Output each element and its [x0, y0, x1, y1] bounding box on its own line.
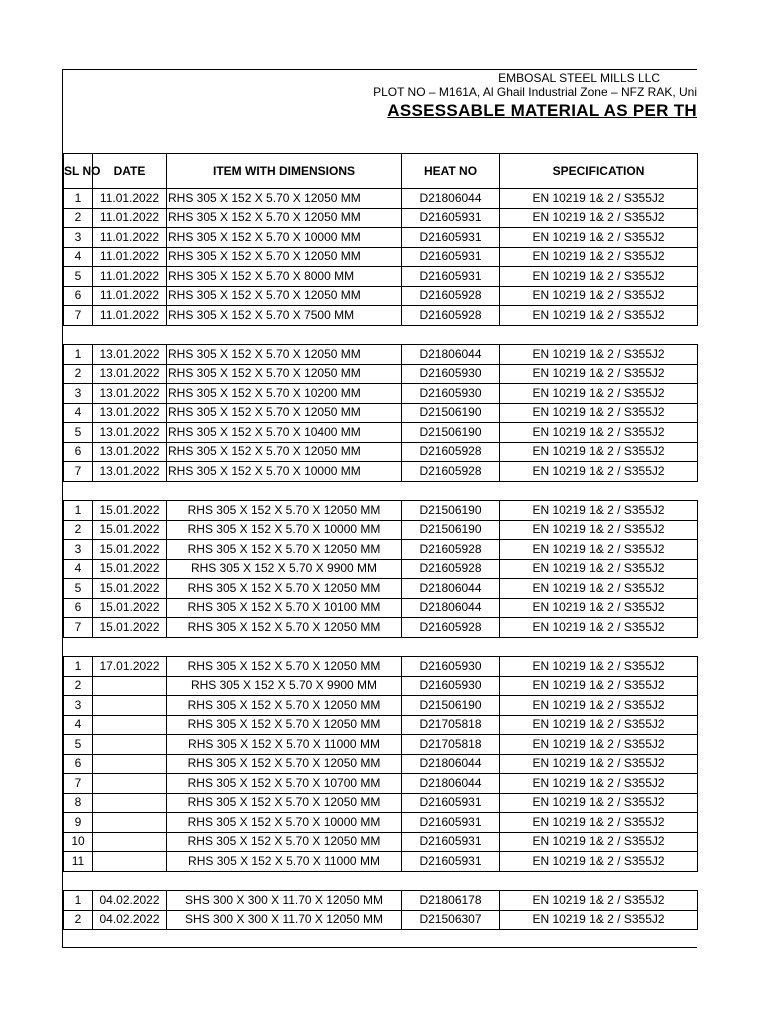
table-body: [64, 189, 698, 930]
date-cell: [93, 774, 167, 794]
specification-cell: EN 10219 1& 2 / S355J2: [500, 735, 698, 755]
specification-cell: EN 10219 1& 2 / S355J2: [500, 579, 698, 599]
table-row: [64, 696, 698, 716]
specification-cell: EN 10219 1& 2 / S355J2: [500, 618, 698, 638]
sl-no-cell: 2: [64, 364, 93, 384]
item-cell: RHS 305 X 152 X 5.70 X 12050 MM: [167, 579, 402, 599]
specification-cell: EN 10219 1& 2 / S355J2: [500, 228, 698, 248]
sl-no-cell: 5: [64, 423, 93, 443]
item-cell: RHS 305 X 152 X 5.70 X 12050 MM: [167, 696, 402, 716]
table-row: [64, 189, 698, 209]
heat-no-cell: D21605930: [402, 657, 500, 677]
sl-no-cell: 8: [64, 793, 93, 813]
date-cell: 11.01.2022: [93, 189, 167, 209]
table-row: [64, 520, 698, 540]
company-name: EMBOSAL STEEL MILLS LLC: [498, 71, 660, 85]
sl-no-cell: 7: [64, 462, 93, 482]
specification-cell: EN 10219 1& 2 / S355J2: [500, 657, 698, 677]
table-row: [64, 267, 698, 287]
item-cell: RHS 305 X 152 X 5.70 X 12050 MM: [167, 501, 402, 521]
table-row: [64, 364, 698, 384]
sl-no-cell: 6: [64, 598, 93, 618]
specification-cell: EN 10219 1& 2 / S355J2: [500, 891, 698, 911]
column-header-sl-no: SL NO: [64, 154, 93, 189]
heat-no-cell: D21605930: [402, 676, 500, 696]
column-header-heat-no: HEAT NO: [402, 154, 500, 189]
sl-no-cell: 4: [64, 247, 93, 267]
date-cell: [93, 676, 167, 696]
heat-no-cell: D21506190: [402, 520, 500, 540]
item-cell: RHS 305 X 152 X 5.70 X 10000 MM: [167, 813, 402, 833]
item-cell: RHS 305 X 152 X 5.70 X 12050 MM: [167, 286, 402, 306]
sl-no-cell: 7: [64, 618, 93, 638]
specification-cell: EN 10219 1& 2 / S355J2: [500, 462, 698, 482]
specification-cell: EN 10219 1& 2 / S355J2: [500, 852, 698, 872]
table-row: [64, 735, 698, 755]
date-cell: 11.01.2022: [93, 286, 167, 306]
table-row: [64, 559, 698, 579]
specification-cell: EN 10219 1& 2 / S355J2: [500, 696, 698, 716]
heat-no-cell: D21806044: [402, 345, 500, 365]
table-row: [64, 403, 698, 423]
item-cell: RHS 305 X 152 X 5.70 X 9900 MM: [167, 559, 402, 579]
sl-no-cell: 3: [64, 696, 93, 716]
specification-cell: EN 10219 1& 2 / S355J2: [500, 715, 698, 735]
item-cell: RHS 305 X 152 X 5.70 X 10100 MM: [167, 598, 402, 618]
date-cell: [93, 793, 167, 813]
sl-no-cell: 9: [64, 813, 93, 833]
item-cell: RHS 305 X 152 X 5.70 X 12050 MM: [167, 618, 402, 638]
heat-no-cell: D21605928: [402, 306, 500, 326]
date-cell: [93, 754, 167, 774]
heat-no-cell: D21605928: [402, 540, 500, 560]
date-cell: [93, 832, 167, 852]
sl-no-cell: 6: [64, 286, 93, 306]
date-cell: 11.01.2022: [93, 247, 167, 267]
table-row: [64, 910, 698, 930]
heat-no-cell: D21806044: [402, 189, 500, 209]
sl-no-cell: 2: [64, 208, 93, 228]
item-cell: RHS 305 X 152 X 5.70 X 11000 MM: [167, 735, 402, 755]
item-cell: RHS 305 X 152 X 5.70 X 12050 MM: [167, 540, 402, 560]
bottom-border: [63, 947, 697, 948]
specification-cell: EN 10219 1& 2 / S355J2: [500, 189, 698, 209]
item-cell: RHS 305 X 152 X 5.70 X 10400 MM: [167, 423, 402, 443]
table-row: [64, 345, 698, 365]
date-cell: [93, 813, 167, 833]
table-row: [64, 501, 698, 521]
heat-no-cell: D21506307: [402, 910, 500, 930]
specification-cell: EN 10219 1& 2 / S355J2: [500, 267, 698, 287]
item-cell: RHS 305 X 152 X 5.70 X 12050 MM: [167, 208, 402, 228]
date-cell: 11.01.2022: [93, 306, 167, 326]
heat-no-cell: D21806044: [402, 774, 500, 794]
heat-no-cell: D21605931: [402, 793, 500, 813]
item-cell: RHS 305 X 152 X 5.70 X 11000 MM: [167, 852, 402, 872]
item-cell: SHS 300 X 300 X 11.70 X 12050 MM: [167, 891, 402, 911]
heat-no-cell: D21605931: [402, 813, 500, 833]
spacer-cell: [64, 481, 698, 501]
column-header-specification: SPECIFICATION: [500, 154, 698, 189]
sl-no-cell: 11: [64, 852, 93, 872]
specification-cell: EN 10219 1& 2 / S355J2: [500, 832, 698, 852]
heat-no-cell: D21506190: [402, 423, 500, 443]
item-cell: RHS 305 X 152 X 5.70 X 7500 MM: [167, 306, 402, 326]
item-cell: RHS 305 X 152 X 5.70 X 12050 MM: [167, 247, 402, 267]
heat-no-cell: D21605928: [402, 618, 500, 638]
heat-no-cell: D21705818: [402, 735, 500, 755]
specification-cell: EN 10219 1& 2 / S355J2: [500, 793, 698, 813]
heat-no-cell: D21605931: [402, 267, 500, 287]
sl-no-cell: 4: [64, 715, 93, 735]
date-cell: 15.01.2022: [93, 501, 167, 521]
item-cell: RHS 305 X 152 X 5.70 X 12050 MM: [167, 345, 402, 365]
heat-no-cell: D21605928: [402, 286, 500, 306]
sl-no-cell: 2: [64, 910, 93, 930]
sl-no-cell: 4: [64, 559, 93, 579]
specification-cell: EN 10219 1& 2 / S355J2: [500, 676, 698, 696]
date-cell: 13.01.2022: [93, 403, 167, 423]
sl-no-cell: 2: [64, 676, 93, 696]
sl-no-cell: 7: [64, 306, 93, 326]
specification-cell: EN 10219 1& 2 / S355J2: [500, 813, 698, 833]
specification-cell: EN 10219 1& 2 / S355J2: [500, 208, 698, 228]
table-row: [64, 832, 698, 852]
specification-cell: EN 10219 1& 2 / S355J2: [500, 520, 698, 540]
specification-cell: EN 10219 1& 2 / S355J2: [500, 754, 698, 774]
specification-cell: EN 10219 1& 2 / S355J2: [500, 540, 698, 560]
heat-no-cell: D21605930: [402, 384, 500, 404]
sl-no-cell: 6: [64, 442, 93, 462]
item-cell: RHS 305 X 152 X 5.70 X 12050 MM: [167, 403, 402, 423]
date-cell: 15.01.2022: [93, 618, 167, 638]
item-cell: RHS 305 X 152 X 5.70 X 12050 MM: [167, 657, 402, 677]
material-table: [63, 153, 698, 930]
specification-cell: EN 10219 1& 2 / S355J2: [500, 286, 698, 306]
heat-no-cell: D21705818: [402, 715, 500, 735]
table-row: [64, 852, 698, 872]
heat-no-cell: D21806178: [402, 891, 500, 911]
date-cell: [93, 735, 167, 755]
group-spacer-row: [64, 481, 698, 501]
spacer-cell: [64, 637, 698, 657]
item-cell: RHS 305 X 152 X 5.70 X 10000 MM: [167, 520, 402, 540]
table-header-row: [64, 154, 698, 189]
table-row: [64, 598, 698, 618]
spreadsheet-page: [62, 69, 697, 948]
specification-cell: EN 10219 1& 2 / S355J2: [500, 559, 698, 579]
date-cell: 11.01.2022: [93, 208, 167, 228]
sl-no-cell: 5: [64, 267, 93, 287]
table-row: [64, 423, 698, 443]
specification-cell: EN 10219 1& 2 / S355J2: [500, 306, 698, 326]
date-cell: 04.02.2022: [93, 910, 167, 930]
table-row: [64, 676, 698, 696]
date-cell: [93, 715, 167, 735]
table-row: [64, 618, 698, 638]
table-row: [64, 579, 698, 599]
specification-cell: EN 10219 1& 2 / S355J2: [500, 345, 698, 365]
specification-cell: EN 10219 1& 2 / S355J2: [500, 774, 698, 794]
item-cell: RHS 305 X 152 X 5.70 X 12050 MM: [167, 793, 402, 813]
date-cell: 11.01.2022: [93, 228, 167, 248]
heat-no-cell: D21806044: [402, 598, 500, 618]
item-cell: RHS 305 X 152 X 5.70 X 12050 MM: [167, 442, 402, 462]
sl-no-cell: 1: [64, 189, 93, 209]
date-cell: 11.01.2022: [93, 267, 167, 287]
document-header: [63, 70, 697, 153]
date-cell: 13.01.2022: [93, 442, 167, 462]
group-spacer-row: [64, 637, 698, 657]
specification-cell: EN 10219 1& 2 / S355J2: [500, 598, 698, 618]
table-row: [64, 715, 698, 735]
specification-cell: EN 10219 1& 2 / S355J2: [500, 501, 698, 521]
table-row: [64, 774, 698, 794]
group-spacer-row: [64, 325, 698, 345]
sl-no-cell: 3: [64, 228, 93, 248]
specification-cell: EN 10219 1& 2 / S355J2: [500, 384, 698, 404]
date-cell: 13.01.2022: [93, 462, 167, 482]
item-cell: SHS 300 X 300 X 11.70 X 12050 MM: [167, 910, 402, 930]
date-cell: 13.01.2022: [93, 364, 167, 384]
sl-no-cell: 1: [64, 657, 93, 677]
table-row: [64, 540, 698, 560]
date-cell: 17.01.2022: [93, 657, 167, 677]
date-cell: 13.01.2022: [93, 345, 167, 365]
item-cell: RHS 305 X 152 X 5.70 X 10700 MM: [167, 774, 402, 794]
column-header-date: DATE: [93, 154, 167, 189]
heat-no-cell: D21605931: [402, 247, 500, 267]
company-address: PLOT NO – M161A, Al Ghail Industrial Zone – NFZ RAK, Uni: [373, 85, 697, 99]
heat-no-cell: D21506190: [402, 696, 500, 716]
specification-cell: EN 10219 1& 2 / S355J2: [500, 442, 698, 462]
heat-no-cell: D21506190: [402, 501, 500, 521]
date-cell: 15.01.2022: [93, 579, 167, 599]
specification-cell: EN 10219 1& 2 / S355J2: [500, 403, 698, 423]
heat-no-cell: D21605928: [402, 559, 500, 579]
sl-no-cell: 4: [64, 403, 93, 423]
sl-no-cell: 10: [64, 832, 93, 852]
table-row: [64, 286, 698, 306]
column-header-item: ITEM WITH DIMENSIONS: [167, 154, 402, 189]
heat-no-cell: D21806044: [402, 754, 500, 774]
table-row: [64, 793, 698, 813]
table-row: [64, 462, 698, 482]
date-cell: 13.01.2022: [93, 384, 167, 404]
spacer-cell: [64, 325, 698, 345]
date-cell: 04.02.2022: [93, 891, 167, 911]
table-row: [64, 657, 698, 677]
table-row: [64, 384, 698, 404]
sl-no-cell: 3: [64, 384, 93, 404]
sl-no-cell: 5: [64, 579, 93, 599]
sl-no-cell: 1: [64, 891, 93, 911]
item-cell: RHS 305 X 152 X 5.70 X 8000 MM: [167, 267, 402, 287]
date-cell: [93, 696, 167, 716]
table-row: [64, 891, 698, 911]
item-cell: RHS 305 X 152 X 5.70 X 12050 MM: [167, 189, 402, 209]
table-row: [64, 247, 698, 267]
date-cell: 15.01.2022: [93, 540, 167, 560]
date-cell: 15.01.2022: [93, 520, 167, 540]
sl-no-cell: 6: [64, 754, 93, 774]
specification-cell: EN 10219 1& 2 / S355J2: [500, 910, 698, 930]
specification-cell: EN 10219 1& 2 / S355J2: [500, 247, 698, 267]
item-cell: RHS 305 X 152 X 5.70 X 12050 MM: [167, 832, 402, 852]
item-cell: RHS 305 X 152 X 5.70 X 12050 MM: [167, 364, 402, 384]
sl-no-cell: 2: [64, 520, 93, 540]
group-spacer-row: [64, 871, 698, 891]
heat-no-cell: D21605931: [402, 852, 500, 872]
item-cell: RHS 305 X 152 X 5.70 X 10000 MM: [167, 462, 402, 482]
sl-no-cell: 1: [64, 345, 93, 365]
item-cell: RHS 305 X 152 X 5.70 X 9900 MM: [167, 676, 402, 696]
item-cell: RHS 305 X 152 X 5.70 X 10200 MM: [167, 384, 402, 404]
table-row: [64, 813, 698, 833]
item-cell: RHS 305 X 152 X 5.70 X 10000 MM: [167, 228, 402, 248]
sl-no-cell: 3: [64, 540, 93, 560]
date-cell: 15.01.2022: [93, 598, 167, 618]
sl-no-cell: 7: [64, 774, 93, 794]
item-cell: RHS 305 X 152 X 5.70 X 12050 MM: [167, 754, 402, 774]
document-title: ASSESSABLE MATERIAL AS PER TH: [387, 101, 697, 120]
table-row: [64, 208, 698, 228]
date-cell: 13.01.2022: [93, 423, 167, 443]
date-cell: 15.01.2022: [93, 559, 167, 579]
item-cell: RHS 305 X 152 X 5.70 X 12050 MM: [167, 715, 402, 735]
heat-no-cell: D21605931: [402, 228, 500, 248]
specification-cell: EN 10219 1& 2 / S355J2: [500, 423, 698, 443]
sl-no-cell: 5: [64, 735, 93, 755]
table-row: [64, 228, 698, 248]
specification-cell: EN 10219 1& 2 / S355J2: [500, 364, 698, 384]
heat-no-cell: D21506190: [402, 403, 500, 423]
table-row: [64, 754, 698, 774]
heat-no-cell: D21806044: [402, 579, 500, 599]
heat-no-cell: D21605928: [402, 442, 500, 462]
date-cell: [93, 852, 167, 872]
sl-no-cell: 1: [64, 501, 93, 521]
spacer-cell: [64, 871, 698, 891]
heat-no-cell: D21605930: [402, 364, 500, 384]
table-row: [64, 442, 698, 462]
heat-no-cell: D21605928: [402, 462, 500, 482]
table-row: [64, 306, 698, 326]
heat-no-cell: D21605931: [402, 208, 500, 228]
heat-no-cell: D21605931: [402, 832, 500, 852]
